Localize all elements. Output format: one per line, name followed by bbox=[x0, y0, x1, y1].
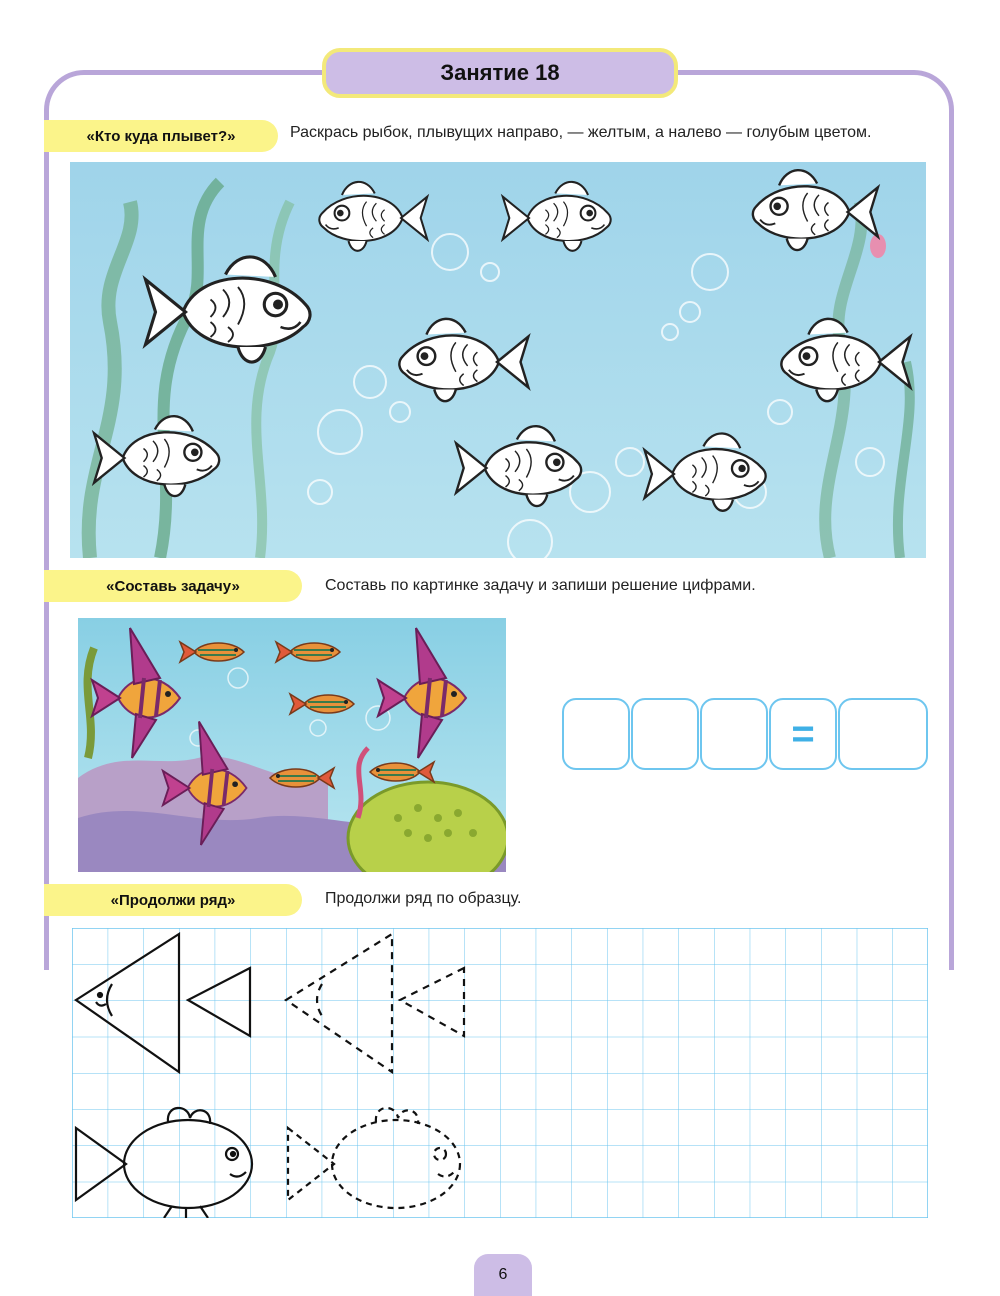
section-instruction-who-swims-where: Раскрась рыбок, плывущих направо, — желтым, а налево — голубым цветом. bbox=[290, 124, 872, 141]
answer-box-3[interactable] bbox=[700, 698, 768, 770]
answer-box-1[interactable] bbox=[562, 698, 630, 770]
section-label-who-swims-where: «Кто куда плывет?» bbox=[44, 120, 278, 152]
section-instruction-make-problem: Составь по картинке задачу и запиши решение цифрами. bbox=[325, 577, 756, 594]
drawing-grid[interactable] bbox=[72, 928, 928, 1218]
section-label-continue-row: «Продолжи ряд» bbox=[44, 884, 302, 916]
section-instruction-continue-row: Продолжи ряд по образцу. bbox=[325, 890, 522, 907]
fish-coloring-picture bbox=[70, 162, 926, 558]
lesson-title: Занятие 18 bbox=[322, 48, 678, 98]
page-number: 6 bbox=[474, 1254, 532, 1296]
aquarium-problem-picture bbox=[78, 618, 506, 872]
answer-box-2[interactable] bbox=[631, 698, 699, 770]
answer-box-result[interactable] bbox=[838, 698, 928, 770]
equals-sign-box: = bbox=[769, 698, 837, 770]
section-label-make-problem: «Составь задачу» bbox=[44, 570, 302, 602]
